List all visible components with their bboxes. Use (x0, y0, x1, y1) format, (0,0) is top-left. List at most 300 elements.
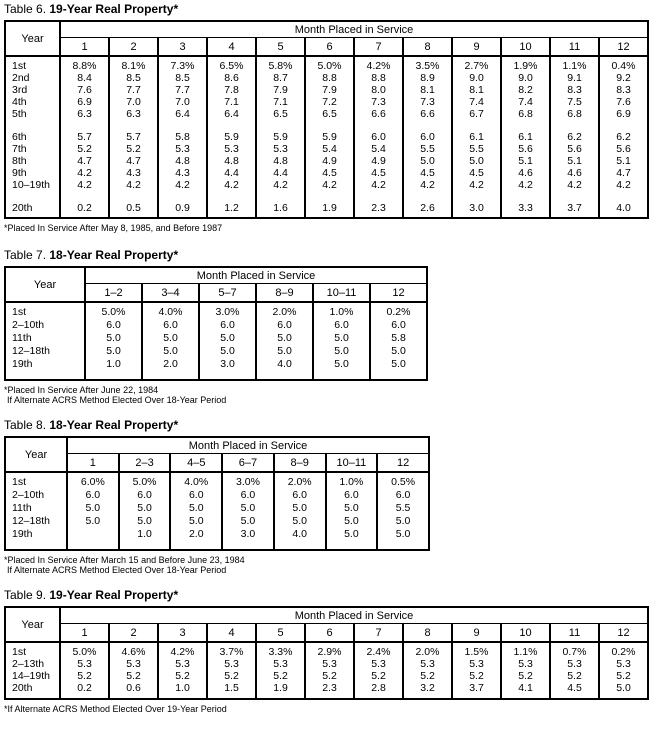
rate-cell: 4.3 (158, 167, 207, 179)
rate-cell: 7.3 (403, 96, 452, 108)
rate-cell: 6.0% (67, 472, 119, 489)
rate-cell: 5.0 (67, 502, 119, 515)
month-placed-in-service-header: Month Placed in Service (60, 21, 648, 38)
year-row-label: 20th (12, 682, 33, 694)
rate-cell: 5.7 (60, 131, 109, 143)
rate-cell: 2.3 (354, 202, 403, 218)
year-row-label: 3rd (12, 84, 28, 96)
rate-cell: 7.3% (158, 56, 207, 72)
table9-footnotes (4, 704, 655, 714)
rate-cell: 6.6 (403, 108, 452, 120)
table-row (5, 143, 648, 155)
rate-cell: 7.7 (109, 84, 158, 96)
table8-title (4, 419, 655, 432)
month-column-header: 2 (109, 624, 158, 643)
rate-cell: 7.4 (452, 96, 501, 108)
rate-cell: 4.2 (354, 179, 403, 191)
month-column-header: 8–9 (274, 454, 326, 473)
rate-cell: 6.9 (599, 108, 648, 120)
rate-cell: 5.2 (501, 670, 550, 682)
rate-cell: 4.5 (403, 167, 452, 179)
rate-cell: 1.0 (85, 358, 142, 380)
rate-cell: 9.2 (599, 72, 648, 84)
table-row (5, 515, 429, 528)
table-row (5, 682, 648, 699)
rate-cell (67, 528, 119, 550)
rate-cell: 5.0 (274, 502, 326, 515)
rate-cell: 6.9 (60, 96, 109, 108)
year-row-label: 9th (12, 167, 27, 179)
rate-cell: 1.1% (550, 56, 599, 72)
rate-cell: 3.7 (550, 202, 599, 218)
rate-cell: 3.0 (452, 202, 501, 218)
rate-cell: 5.2 (256, 670, 305, 682)
table-row (5, 670, 648, 682)
month-column-header: 7 (354, 38, 403, 57)
rate-cell: 4.2 (403, 179, 452, 191)
rate-cell: 4.9 (354, 155, 403, 167)
year-column-header: Year (5, 437, 67, 472)
rate-cell: 5.0 (326, 502, 378, 515)
rate-cell: 7.3 (354, 96, 403, 108)
rate-cell: 7.0 (109, 96, 158, 108)
rate-cell: 4.4 (256, 167, 305, 179)
month-column-header: 10–11 (313, 284, 370, 303)
rate-cell: 5.0 (599, 682, 648, 699)
rate-cell: 4.0 (256, 358, 313, 380)
table9-section (4, 589, 655, 714)
rate-cell: 1.9 (305, 202, 354, 218)
year-row-label: 11th (12, 502, 32, 514)
month-column-header: 10–11 (326, 454, 378, 473)
rate-cell: 5.0 (222, 515, 274, 528)
rate-cell: 4.6 (501, 167, 550, 179)
rate-cell: 6.0 (222, 489, 274, 502)
rate-cell: 5.9 (256, 131, 305, 143)
table-row (5, 502, 429, 515)
rate-cell: 4.8 (256, 155, 305, 167)
rate-cell: 4.2 (158, 179, 207, 191)
rate-cell: 5.0 (85, 332, 142, 345)
header-group-row (5, 21, 648, 38)
rate-cell: 5.0 (403, 155, 452, 167)
rate-cell: 5.0 (274, 515, 326, 528)
table-row (5, 72, 648, 84)
rate-cell: 5.3 (354, 658, 403, 670)
rate-cell: 6.0 (119, 489, 171, 502)
rate-cell: 6.0 (274, 489, 326, 502)
year-row-label: 1st (12, 646, 27, 658)
rate-cell: 5.1 (599, 155, 648, 167)
rate-cell: 4.2 (550, 179, 599, 191)
rate-cell: 8.8 (354, 72, 403, 84)
spacer-cell (256, 191, 305, 202)
rate-cell: 0.6 (109, 682, 158, 699)
rate-cell: 3.3% (256, 642, 305, 658)
rate-cell: 8.0 (354, 84, 403, 96)
rate-cell: 5.3 (403, 658, 452, 670)
footnote-line: *If Alternate ACRS Method Elected Over 19-Year Period (4, 704, 227, 714)
rate-cell: 5.3 (109, 658, 158, 670)
rate-cell: 2.9% (305, 642, 354, 658)
rate-cell: 6.0 (256, 319, 313, 332)
rate-cell: 5.3 (207, 658, 256, 670)
rate-cell: 5.2 (452, 670, 501, 682)
rate-cell: 5.0 (199, 332, 256, 345)
year-row-label: 19th (12, 528, 33, 540)
rate-cell: 0.9 (158, 202, 207, 218)
rate-cell: 4.2% (354, 56, 403, 72)
rate-cell: 6.5 (305, 108, 354, 120)
month-column-header: 11 (550, 38, 599, 57)
year-column-header: Year (5, 267, 85, 302)
table8-number: Table 8. (4, 418, 47, 432)
year-row-label: 4th (12, 96, 27, 108)
spacer-cell (501, 191, 550, 202)
rate-cell: 5.9 (305, 131, 354, 143)
year-row-label: 1st (12, 60, 27, 72)
rate-cell: 5.0 (377, 515, 429, 528)
rate-cell: 3.0 (199, 358, 256, 380)
month-column-header: 9 (452, 624, 501, 643)
spacer-cell (354, 191, 403, 202)
rate-cell: 4.2 (60, 167, 109, 179)
month-column-header: 3 (158, 38, 207, 57)
rate-cell: 4.3 (109, 167, 158, 179)
rate-cell: 8.5 (109, 72, 158, 84)
table-row (5, 332, 427, 345)
rate-cell: 7.1 (256, 96, 305, 108)
month-column-header: 12 (599, 38, 648, 57)
spacer-row (5, 191, 648, 202)
rate-cell: 6.0 (403, 131, 452, 143)
table-row (5, 131, 648, 143)
month-column-header: 11 (550, 624, 599, 643)
rate-cell: 5.6 (550, 143, 599, 155)
rate-cell: 6.3 (60, 108, 109, 120)
rate-cell: 6.0 (326, 489, 378, 502)
rate-cell: 8.3 (599, 84, 648, 96)
footnote-line: If Alternate ACRS Method Elected Over 18-Year Period (7, 395, 227, 405)
month-placed-in-service-header: Month Placed in Service (60, 607, 648, 624)
rate-cell: 4.7 (60, 155, 109, 167)
rate-cell: 4.2 (305, 179, 354, 191)
rate-cell: 5.3 (158, 658, 207, 670)
rate-cell: 5.1 (550, 155, 599, 167)
rate-cell: 5.0% (85, 302, 142, 319)
year-row-label: 1st (12, 476, 27, 488)
rate-cell: 0.7% (550, 642, 599, 658)
rate-cell: 5.8 (158, 131, 207, 143)
rate-cell: 4.5 (452, 167, 501, 179)
month-column-header: 5 (256, 38, 305, 57)
rate-cell: 5.2 (60, 143, 109, 155)
month-column-header: 8 (403, 38, 452, 57)
rate-cell: 9.0 (501, 72, 550, 84)
rate-cell: 5.0 (313, 358, 370, 380)
rate-cell: 5.3 (452, 658, 501, 670)
rate-cell: 4.2 (599, 179, 648, 191)
rate-cell: 5.4 (354, 143, 403, 155)
rate-cell: 7.4 (501, 96, 550, 108)
rate-cell: 5.0 (119, 502, 171, 515)
rate-cell: 5.0 (67, 515, 119, 528)
footnote-line: If Alternate ACRS Method Elected Over 18-Year Period (7, 565, 227, 575)
rate-cell: 6.4 (207, 108, 256, 120)
rate-cell: 5.2 (354, 670, 403, 682)
spacer-cell (599, 120, 648, 131)
rate-cell: 5.0 (222, 502, 274, 515)
rate-cell: 4.1 (501, 682, 550, 699)
rate-cell: 5.0 (326, 515, 378, 528)
rate-cell: 4.0 (599, 202, 648, 218)
spacer-cell (501, 120, 550, 131)
rate-cell: 7.1 (207, 96, 256, 108)
rate-cell: 3.2 (403, 682, 452, 699)
month-column-header: 8–9 (256, 284, 313, 303)
rate-cell: 4.2 (109, 179, 158, 191)
table-row (5, 84, 648, 96)
table8-footnotes (4, 555, 655, 575)
month-placed-in-service-header: Month Placed in Service (67, 437, 429, 454)
month-column-header: 12 (599, 624, 648, 643)
rate-cell: 2.0 (142, 358, 199, 380)
rate-cell: 7.6 (60, 84, 109, 96)
rate-cell: 3.0 (222, 528, 274, 550)
rate-cell: 4.0 (274, 528, 326, 550)
year-column-header: Year (5, 21, 60, 56)
table-row (5, 96, 648, 108)
rate-cell: 2.3 (305, 682, 354, 699)
year-row-label: 11th (12, 332, 32, 344)
header-group-row (5, 267, 427, 284)
rate-cell: 4.6% (109, 642, 158, 658)
rate-cell: 1.9 (256, 682, 305, 699)
month-placed-in-service-header: Month Placed in Service (85, 267, 427, 284)
rate-cell: 5.3 (60, 658, 109, 670)
table9-title (4, 589, 655, 602)
rate-cell: 4.2 (256, 179, 305, 191)
rate-cell: 5.0 (326, 528, 378, 550)
spacer-cell (158, 191, 207, 202)
rate-cell: 1.6 (256, 202, 305, 218)
month-numbers-row (5, 454, 429, 473)
table8-depreciation-table (4, 436, 430, 551)
year-row-label: 12–18th (12, 515, 50, 527)
rate-cell: 5.3 (256, 143, 305, 155)
year-row-label: 19th (12, 358, 33, 370)
rate-cell: 5.2 (207, 670, 256, 682)
spacer-cell (256, 120, 305, 131)
rate-cell: 1.1% (501, 642, 550, 658)
year-row-label: 12–18th (12, 345, 50, 357)
table9-depreciation-table (4, 606, 649, 700)
rate-cell: 0.4% (599, 56, 648, 72)
table-row (5, 472, 429, 489)
month-column-header: 5–7 (199, 284, 256, 303)
month-column-header: 4 (207, 624, 256, 643)
rate-cell: 6.0 (199, 319, 256, 332)
rate-cell: 7.0 (158, 96, 207, 108)
spacer-cell (305, 191, 354, 202)
rate-cell: 6.0 (377, 489, 429, 502)
rate-cell: 2.4% (354, 642, 403, 658)
rate-cell: 8.9 (403, 72, 452, 84)
table-row (5, 108, 648, 120)
month-column-header: 9 (452, 38, 501, 57)
month-column-header: 2–3 (119, 454, 171, 473)
rate-cell: 3.3 (501, 202, 550, 218)
rate-cell: 5.0 (256, 345, 313, 358)
rate-cell: 4.8 (207, 155, 256, 167)
rate-cell: 1.0% (326, 472, 378, 489)
rate-cell: 7.5 (550, 96, 599, 108)
table-row (5, 489, 429, 502)
rate-cell: 5.8% (256, 56, 305, 72)
rate-cell: 5.2 (550, 670, 599, 682)
rate-cell: 8.1 (452, 84, 501, 96)
rate-cell: 5.0 (142, 332, 199, 345)
table-row (5, 202, 648, 218)
rate-cell: 7.6 (599, 96, 648, 108)
table7-depreciation-table (4, 266, 428, 381)
table6-section (4, 3, 655, 233)
rate-cell: 5.2 (158, 670, 207, 682)
rate-cell: 7.2 (305, 96, 354, 108)
table7-footnotes (4, 385, 655, 405)
rate-cell: 5.0 (313, 332, 370, 345)
rate-cell: 4.5 (550, 682, 599, 699)
rate-cell: 5.3 (158, 143, 207, 155)
rate-cell: 5.0% (119, 472, 171, 489)
footnote-line: *Placed In Service After June 22, 1984 (4, 385, 159, 395)
year-row-label: 10–19th (12, 179, 50, 191)
year-row-label: 7th (12, 143, 27, 155)
month-column-header: 3 (158, 624, 207, 643)
rate-cell: 8.2 (501, 84, 550, 96)
rate-cell: 1.0 (119, 528, 171, 550)
rate-cell: 1.5 (207, 682, 256, 699)
rate-cell: 6.7 (452, 108, 501, 120)
rate-cell: 5.0 (370, 358, 427, 380)
rate-cell: 5.0 (370, 345, 427, 358)
rate-cell: 4.0% (142, 302, 199, 319)
rate-cell: 4.2 (207, 179, 256, 191)
table-row (5, 155, 648, 167)
rate-cell: 5.3 (501, 658, 550, 670)
rate-cell: 5.0 (119, 515, 171, 528)
rate-cell: 2.8 (354, 682, 403, 699)
rate-cell: 2.7% (452, 56, 501, 72)
rate-cell: 5.3 (256, 658, 305, 670)
table-row (5, 179, 648, 191)
rate-cell: 5.0 (256, 332, 313, 345)
rate-cell: 5.0 (170, 502, 222, 515)
table-row (5, 167, 648, 179)
rate-cell: 6.1 (452, 131, 501, 143)
rate-cell: 6.2 (599, 131, 648, 143)
rate-cell: 5.0 (199, 345, 256, 358)
rate-cell: 3.0% (222, 472, 274, 489)
rate-cell: 4.8 (158, 155, 207, 167)
rate-cell: 5.2 (305, 670, 354, 682)
table6-title (4, 3, 655, 16)
rate-cell: 1.9% (501, 56, 550, 72)
rate-cell: 5.5 (403, 143, 452, 155)
table6-footnotes (4, 223, 655, 233)
rate-cell: 5.8 (370, 332, 427, 345)
rate-cell: 5.2 (109, 143, 158, 155)
rate-cell: 8.6 (207, 72, 256, 84)
table-row (5, 642, 648, 658)
rate-cell: 6.3 (109, 108, 158, 120)
rate-cell: 6.0 (313, 319, 370, 332)
rate-cell: 4.5 (354, 167, 403, 179)
spacer-cell (452, 191, 501, 202)
rate-cell: 5.3 (599, 658, 648, 670)
rate-cell: 7.7 (158, 84, 207, 96)
rate-cell: 4.5 (305, 167, 354, 179)
rate-cell: 0.2% (370, 302, 427, 319)
rate-cell: 3.5% (403, 56, 452, 72)
table6-depreciation-table (4, 20, 649, 219)
rate-cell: 5.3 (207, 143, 256, 155)
spacer-cell (403, 191, 452, 202)
table7-name: 18-Year Real Property* (49, 248, 179, 262)
year-row-label: 2nd (12, 72, 30, 84)
year-column-header: Year (5, 607, 60, 642)
table7-section (4, 249, 655, 405)
month-column-header: 1 (67, 454, 119, 473)
rate-cell: 5.1 (501, 155, 550, 167)
spacer-cell (5, 191, 60, 202)
rate-cell: 6.0 (142, 319, 199, 332)
spacer-cell (109, 120, 158, 131)
month-column-header: 4–5 (170, 454, 222, 473)
month-column-header: 12 (377, 454, 429, 473)
spacer-cell (599, 191, 648, 202)
table8-name: 18-Year Real Property* (49, 418, 179, 432)
rate-cell: 0.5 (109, 202, 158, 218)
rate-cell: 4.2% (158, 642, 207, 658)
rate-cell: 5.4 (305, 143, 354, 155)
spacer-cell (109, 191, 158, 202)
spacer-cell (60, 191, 109, 202)
spacer-cell (403, 120, 452, 131)
rate-cell: 5.0 (377, 528, 429, 550)
rate-cell: 5.9 (207, 131, 256, 143)
header-group-row (5, 437, 429, 454)
rate-cell: 9.1 (550, 72, 599, 84)
rate-cell: 2.0% (274, 472, 326, 489)
rate-cell: 0.2 (60, 202, 109, 218)
rate-cell: 5.0 (313, 345, 370, 358)
rate-cell: 5.0 (85, 345, 142, 358)
rate-cell: 1.0% (313, 302, 370, 319)
table9-name: 19-Year Real Property* (49, 588, 179, 602)
rate-cell: 7.9 (305, 84, 354, 96)
month-column-header: 4 (207, 38, 256, 57)
month-column-header: 1 (60, 38, 109, 57)
rate-cell: 6.4 (158, 108, 207, 120)
rate-cell: 5.5 (377, 502, 429, 515)
month-column-header: 2 (109, 38, 158, 57)
rate-cell: 6.1 (501, 131, 550, 143)
rate-cell: 2.6 (403, 202, 452, 218)
month-column-header: 6 (305, 624, 354, 643)
rate-cell: 1.5% (452, 642, 501, 658)
rate-cell: 6.0 (67, 489, 119, 502)
